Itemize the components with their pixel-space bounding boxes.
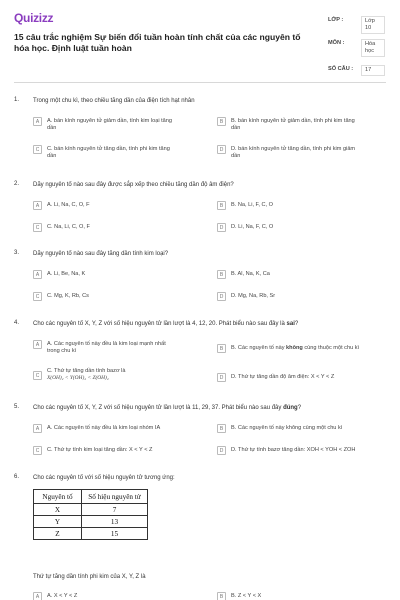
question-number: 5.	[14, 404, 20, 410]
question-number: 1.	[14, 97, 20, 103]
info-subject	[328, 39, 388, 59]
question-number: 4.	[14, 320, 20, 326]
option-letter: D	[217, 373, 226, 382]
option-d[interactable]	[217, 447, 400, 455]
option-text: A. bán kính nguyên tử giảm dần, tính kim loại tăng dần	[47, 118, 173, 131]
option-a[interactable]	[33, 118, 177, 132]
option-c[interactable]	[33, 447, 217, 455]
class-label: LỚP :	[328, 17, 344, 23]
quizizz-logo: Quizizz	[14, 11, 54, 25]
question-text: Trong một chu kì, theo chiều tăng dần của điện tích hạt nhân	[33, 98, 195, 104]
class-value: Lớp 10	[361, 16, 385, 34]
count-label: SỐ CÂU :	[328, 66, 354, 72]
info-count	[328, 65, 388, 77]
option-text: C. Thứ tự tính kim loại tăng dần: X < Y < Z	[47, 447, 153, 453]
option-b[interactable]	[217, 271, 361, 279]
option-letter: C	[33, 371, 42, 380]
option-text: D. Mg, Na, Rb, Sr	[231, 293, 276, 299]
option-text: C. Thứ tự tăng dần tính bazơ là X(OH)₂ < Y(OH)₂ < Z(OH)₂	[47, 368, 126, 381]
option-a[interactable]	[33, 425, 217, 433]
option-letter: A	[33, 424, 42, 433]
option-letter: C	[33, 145, 42, 154]
option-b[interactable]	[217, 345, 400, 353]
option-letter: A	[33, 340, 42, 349]
atomic-number-table	[33, 489, 148, 540]
option-letter: B	[217, 201, 226, 210]
option-text: D. Li, Na, F, C, O	[231, 224, 274, 230]
option-letter: C	[33, 446, 42, 455]
option-b[interactable]	[217, 593, 361, 600]
option-text: B. bán kính nguyên tử giảm dần, tính phi kim tăng dần	[231, 118, 355, 131]
option-c[interactable]	[33, 368, 177, 382]
option-text: B. Z < Y < X	[231, 593, 262, 599]
option-c[interactable]	[33, 224, 177, 232]
option-text: B. Al, Na, K, Ca	[231, 271, 270, 277]
question-text: Cho các nguyên tố X, Y, Z với số hiệu nguyên tử lần lượt là 4, 12, 20. Phát biểu nào sau đây là sai?	[33, 321, 299, 327]
option-text: B. Các nguyên tố này không cùng một chu kì	[231, 425, 343, 431]
header-divider	[14, 82, 386, 83]
option-a[interactable]	[33, 202, 177, 210]
subject-value: Hóa học	[361, 39, 385, 57]
question-text: Dãy nguyên tố nào sau đây được sắp xếp theo chiều tăng dần độ âm điện?	[33, 182, 234, 188]
info-class	[328, 16, 388, 36]
option-b[interactable]	[217, 118, 361, 132]
option-a[interactable]	[33, 271, 177, 279]
subject-label: MÔN :	[328, 40, 345, 46]
option-text: A. Các nguyên tố này đều là kim loại mạnh nhất trong chu kì	[47, 341, 166, 354]
question-text: Cho các nguyên tố với số hiệu nguyên tử tương ứng:	[33, 475, 175, 481]
option-text: C. Mg, K, Rb, Cs	[47, 293, 89, 299]
option-letter: D	[217, 145, 226, 154]
option-d[interactable]	[217, 146, 361, 160]
option-d[interactable]	[217, 293, 361, 301]
question-subtext: Thứ tự tăng dần tính phi kim của X, Y, Z là	[33, 574, 146, 580]
option-letter: D	[217, 446, 226, 455]
option-letter: B	[217, 424, 226, 433]
option-text: B. Các nguyên tố này không cùng thuộc một chu kì	[231, 345, 360, 351]
option-letter: C	[33, 292, 42, 301]
question-number: 3.	[14, 250, 20, 256]
question-text: Cho các nguyên tố X, Y, Z với số hiệu nguyên tử lần lượt là 11, 29, 37. Phát biểu nào sau đây đúng?	[33, 405, 302, 411]
option-d[interactable]	[217, 224, 361, 232]
question-6	[14, 474, 386, 600]
table-row: Y 13	[34, 516, 148, 528]
basicity-formula: X(OH)₂ < Y(OH)₂ < Z(OH)₂	[47, 375, 109, 381]
option-b[interactable]	[217, 202, 361, 210]
option-letter: B	[217, 117, 226, 126]
option-text: B. Na, Li, F, C, O	[231, 202, 273, 208]
option-letter: B	[217, 270, 226, 279]
option-text: A. Li, Na, C, O, F	[47, 202, 90, 208]
option-text: C. Na, Li, C, O, F	[47, 224, 90, 230]
option-text: A. Li, Be, Na, K	[47, 271, 86, 277]
option-b[interactable]	[217, 425, 400, 433]
table-row: Z 15	[34, 528, 148, 540]
table-header-element: Nguyên tố	[34, 490, 82, 504]
option-a[interactable]	[33, 341, 177, 355]
question-text: Dãy nguyên tố nào sau đây tăng dần tính kim loại?	[33, 251, 169, 257]
count-value: 17	[361, 65, 385, 76]
option-letter: A	[33, 117, 42, 126]
option-letter: D	[217, 292, 226, 301]
question-number: 2.	[14, 181, 20, 187]
option-letter: A	[33, 592, 42, 600]
option-text: D. Thứ tự tính bazơ tăng dần: XOH < YOH < ZOH	[231, 447, 356, 453]
option-letter: A	[33, 201, 42, 210]
option-letter: D	[217, 223, 226, 232]
option-letter: B	[217, 344, 226, 353]
table-row: X 7	[34, 504, 148, 516]
option-text: D. Thứ tự tăng dần độ âm điện: X < Y < Z	[231, 374, 335, 380]
option-text: A. Các nguyên tố này đều là kim loại nhóm IA	[47, 425, 161, 431]
option-text: A. X < Y < Z	[47, 593, 78, 599]
option-letter: B	[217, 592, 226, 600]
option-d[interactable]	[217, 374, 400, 382]
option-text: D. bán kính nguyên tử tăng dần, tính phi kim giảm dần	[231, 146, 356, 159]
option-a[interactable]	[33, 593, 177, 600]
option-c[interactable]	[33, 146, 177, 160]
option-letter: A	[33, 270, 42, 279]
option-text: C. bán kính nguyên tử tăng dần, tính phi kim tăng dần	[47, 146, 170, 159]
worksheet-title: 15 câu trắc nghiệm Sự biến đổi tuần hoàn tính chất của các nguyên tố hóa học. Định luật tuần hoàn	[14, 32, 301, 53]
table-header-atomic-number: Số hiệu nguyên tử	[82, 490, 148, 504]
option-c[interactable]	[33, 293, 177, 301]
option-letter: C	[33, 223, 42, 232]
question-number: 6.	[14, 474, 20, 480]
